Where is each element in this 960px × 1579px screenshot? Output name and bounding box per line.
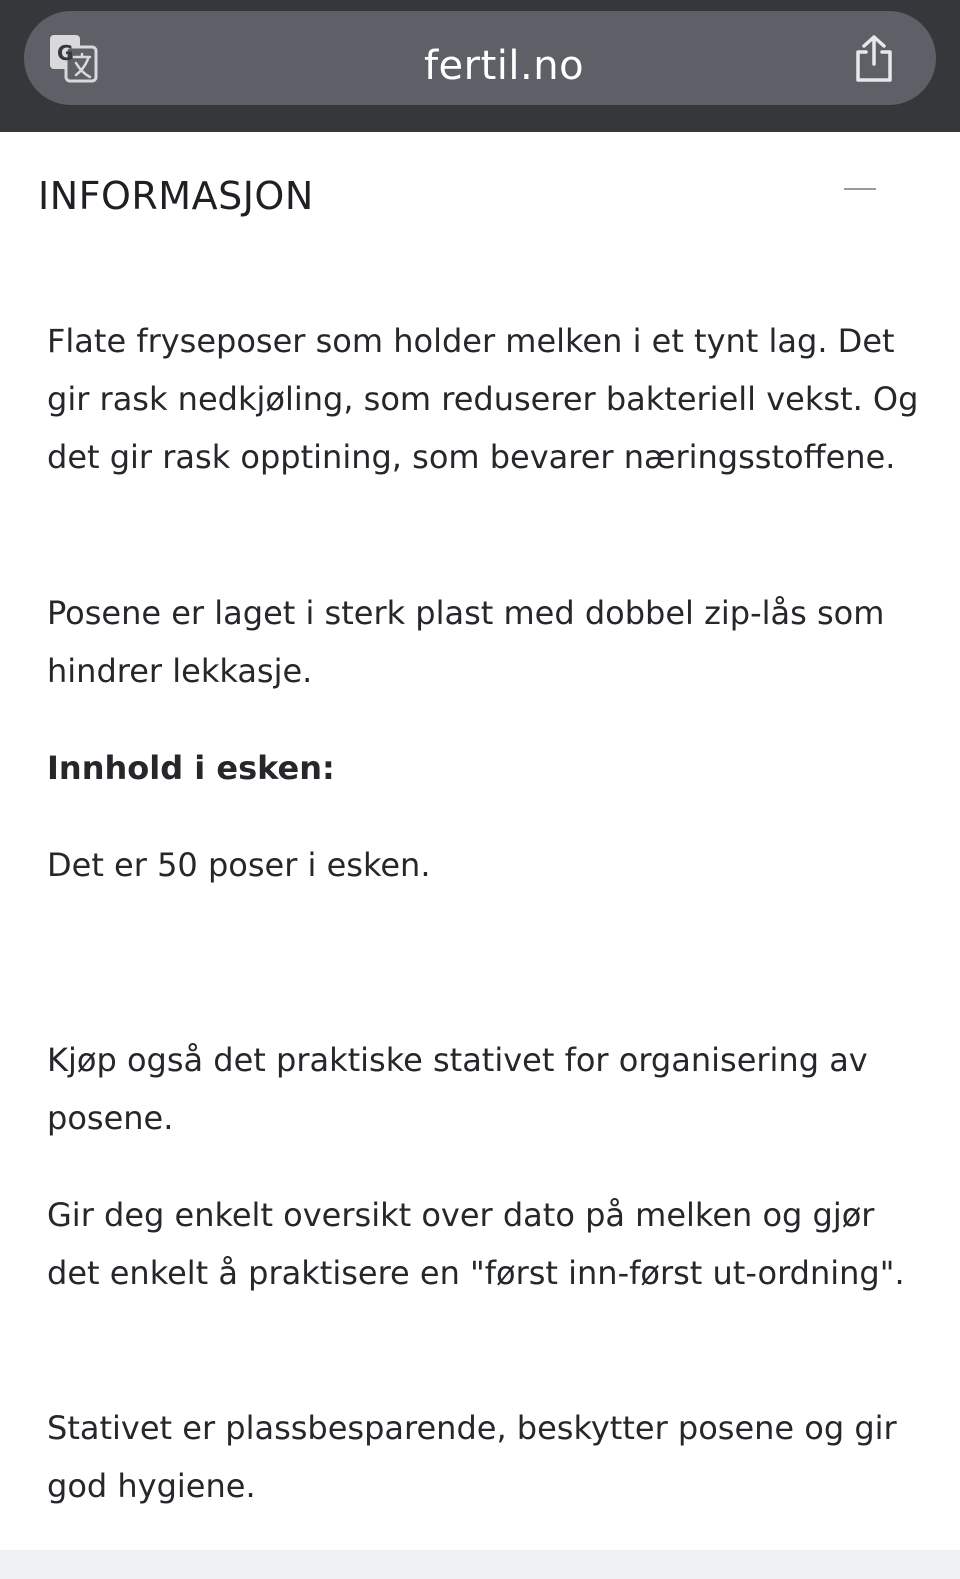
paragraph-stand-overview: Gir deg enkelt oversikt over dato på melken og gjør det enkelt å praktisere en "først inn-først ut-ordning". xyxy=(47,1196,905,1292)
paragraph-count: Det er 50 poser i esken. xyxy=(47,846,431,884)
translate-icon[interactable] xyxy=(48,33,98,83)
info-section-header[interactable] xyxy=(38,170,918,230)
section-title: INFORMASJON xyxy=(38,174,314,218)
minus-icon[interactable] xyxy=(844,188,876,190)
paragraph-stand-hygiene: Stativet er plassbesparende, beskytter posene og gir god hygiene. xyxy=(47,1409,897,1505)
address-domain[interactable]: fertil.no xyxy=(423,43,585,89)
box-contents-heading: Innhold i esken: xyxy=(47,749,335,787)
paragraph-description: Flate fryseposer som holder melken i et tynt lag. Det gir rask nedkjøling, som reduserer bakteriell vekst. Og det gir rask opptining, som bevarer næringsstoffene. xyxy=(47,322,919,476)
paragraph-material: Posene er laget i sterk plast med dobbel zip-lås som hindrer lekkasje. xyxy=(47,594,885,690)
address-bar[interactable] xyxy=(24,11,936,105)
share-icon[interactable] xyxy=(852,34,896,84)
svg-text:G: G xyxy=(57,41,74,65)
browser-toolbar xyxy=(0,0,960,132)
footer-band xyxy=(0,1550,960,1579)
paragraph-stand-promo: Kjøp også det praktiske stativet for organisering av posene. xyxy=(47,1041,868,1137)
